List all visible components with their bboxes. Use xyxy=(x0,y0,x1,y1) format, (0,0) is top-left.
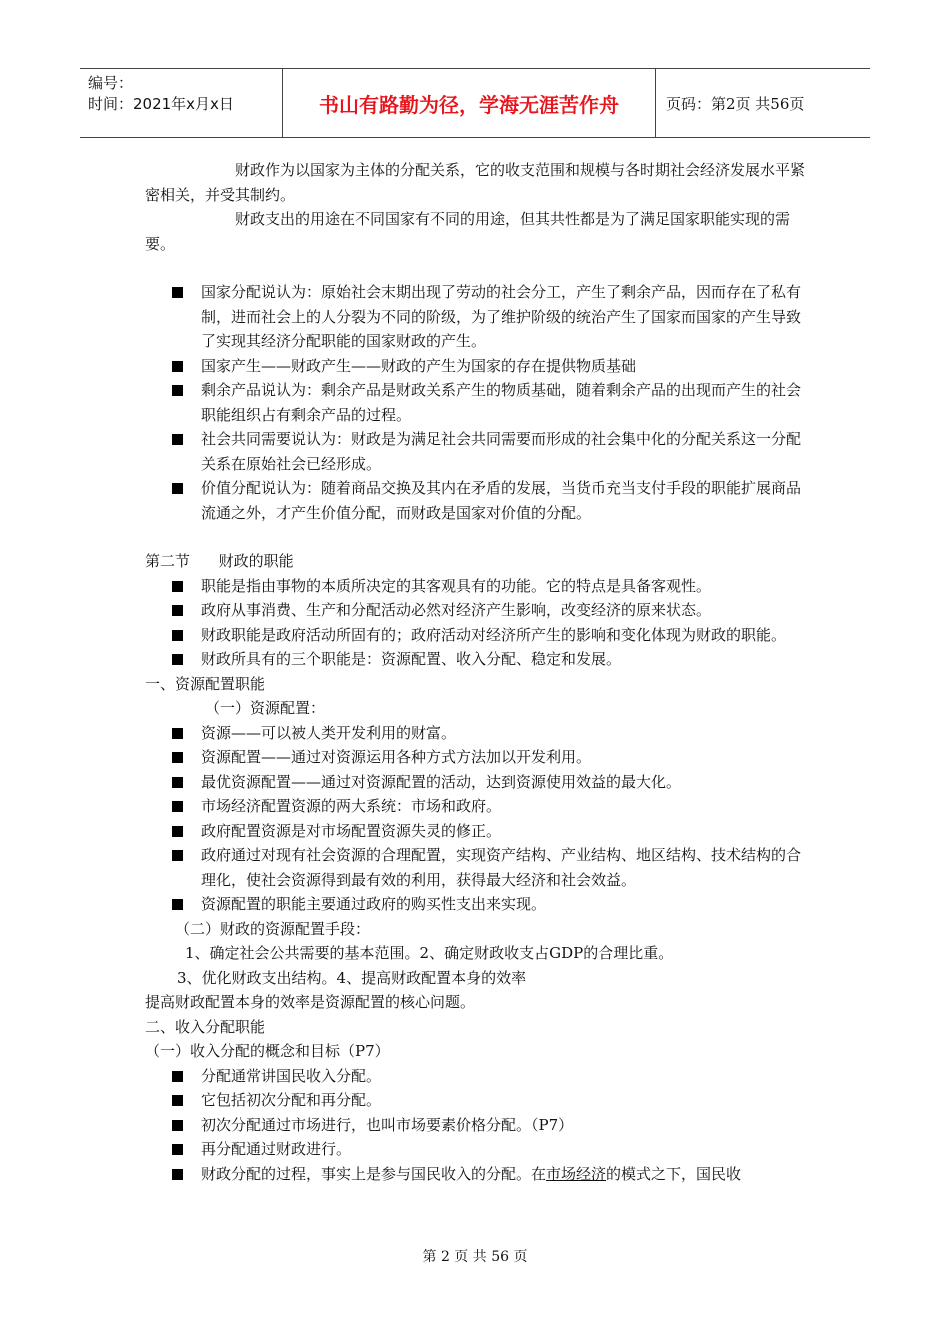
list-item: 政府从事消费、生产和分配活动必然对经济产生影响，改变经济的原来状态。 xyxy=(145,598,815,623)
bullet-square-icon xyxy=(172,1169,183,1180)
list-item: 国家分配说认为：原始社会末期出现了劳动的社会分工，产生了剩余产品，因而存在了私有制，进而社会上的人分裂为不同的阶级，为了维护阶级的统治产生了国家而国家的产生导致了实现其经济分配职能的国家财政的产生。 xyxy=(145,280,815,354)
bullet-square-icon xyxy=(172,752,183,763)
bullet-square-icon xyxy=(172,287,183,298)
bullet-square-icon xyxy=(172,361,183,372)
list-item: 社会共同需要说认为：财政是为满足社会共同需要而形成的社会集中化的分配关系这一分配关系在原始社会已经形成。 xyxy=(145,427,815,476)
document-body xyxy=(145,158,815,1186)
bullet-square-icon xyxy=(172,1120,183,1131)
paragraph: 财政支出的用途在不同国家有不同的用途，但其共性都是为了满足国家职能实现的需要。 xyxy=(145,210,791,253)
list-item: 职能是指由事物的本质所决定的其客观具有的功能。它的特点是具备客观性。 xyxy=(145,574,815,599)
paragraph: 财政作为以国家为主体的分配关系，它的收支范围和规模与各时期社会经济发展水平紧密相关，并受其制约。 xyxy=(145,161,806,204)
subsection-heading: （二）财政的资源配置手段： xyxy=(175,919,371,938)
list-item: 政府配置资源是对市场配置资源失灵的修正。 xyxy=(145,819,815,844)
bullet-square-icon xyxy=(172,899,183,910)
list-item: 再分配通过财政进行。 xyxy=(145,1137,815,1162)
bullet-square-icon xyxy=(172,1095,183,1106)
header-motto: 书山有路勤为径，学海无涯苦作舟 xyxy=(283,69,656,137)
bullet-square-icon xyxy=(172,581,183,592)
list-item: 价值分配说认为：随着商品交换及其内在矛盾的发展，当货币充当支付手段的职能扩展商品流通之外，才产生价值分配，而财政是国家对价值的分配。 xyxy=(145,476,815,525)
bullet-square-icon xyxy=(172,483,183,494)
bullet-square-icon xyxy=(172,1144,183,1155)
bullet-square-icon xyxy=(172,630,183,641)
list-item: 剩余产品说认为：剩余产品是财政关系产生的物质基础，随着剩余产品的出现而产生的社会职能组织占有剩余产品的过程。 xyxy=(145,378,815,427)
subsection-heading: （一）资源配置： xyxy=(205,699,326,717)
list-item: 财政分配的过程，事实上是参与国民收入的分配。在市场经济的模式之下，国民收 xyxy=(145,1162,815,1187)
bullet-square-icon xyxy=(172,801,183,812)
header-meta xyxy=(80,69,283,137)
function-list xyxy=(145,574,815,672)
resource-list xyxy=(145,721,815,917)
bullet-square-icon xyxy=(172,385,183,396)
list-item: 政府通过对现有社会资源的合理配置，实现资产结构、产业结构、地区结构、技术结构的合理化，使社会资源得到最有效的利用，获得最大经济和社会效益。 xyxy=(145,843,815,892)
document-number-label: 编号： xyxy=(88,74,134,92)
list-item: 分配通常讲国民收入分配。 xyxy=(145,1064,815,1089)
income-list xyxy=(145,1064,815,1187)
list-item: 资源配置——通过对资源运用各种方式方法加以开发利用。 xyxy=(145,745,815,770)
list-item: 最优资源配置——通过对资源配置的活动，达到资源使用效益的最大化。 xyxy=(145,770,815,795)
market-economy-link[interactable]: 市场经济 xyxy=(546,1164,607,1183)
page-header xyxy=(80,68,870,138)
bullet-square-icon xyxy=(172,434,183,445)
list-item: 财政职能是政府活动所固有的；政府活动对经济所产生的影响和变化体现为财政的职能。 xyxy=(145,623,815,648)
list-item: 它包括初次分配和再分配。 xyxy=(145,1088,815,1113)
theory-list xyxy=(145,280,815,525)
bullet-square-icon xyxy=(172,826,183,837)
list-item: 国家产生——财政产生——财政的产生为国家的存在提供物质基础 xyxy=(145,354,815,379)
header-page-number: 页码：第2页 共56页 xyxy=(666,94,805,113)
paragraph: 1、确定社会公共需要的基本范围。2、确定财政收支占GDP的合理比重。 xyxy=(185,944,674,962)
list-item: 财政所具有的三个职能是：资源配置、收入分配、稳定和发展。 xyxy=(145,647,815,672)
subsection-heading: 一、资源配置职能 xyxy=(145,674,266,693)
paragraph: 提高财政配置本身的效率是资源配置的核心问题。 xyxy=(145,993,476,1011)
bullet-square-icon xyxy=(172,605,183,616)
subsection-heading: （一）收入分配的概念和目标（P7） xyxy=(145,1042,390,1060)
list-item: 资源——可以被人类开发利用的财富。 xyxy=(145,721,815,746)
list-item: 初次分配通过市场进行，也叫市场要素价格分配。（P7） xyxy=(145,1113,815,1138)
bullet-square-icon xyxy=(172,654,183,665)
bullet-square-icon xyxy=(172,777,183,788)
page-footer: 第 2 页 共 56 页 xyxy=(422,1249,528,1265)
bullet-square-icon xyxy=(172,850,183,861)
subsection-heading: 二、收入分配职能 xyxy=(145,1017,266,1036)
list-item: 资源配置的职能主要通过政府的购买性支出来实现。 xyxy=(145,892,815,917)
document-date: 时间：2021年x月x日 xyxy=(88,95,234,113)
paragraph: 3、优化财政支出结构。4、提高财政配置本身的效率 xyxy=(177,968,527,987)
bullet-square-icon xyxy=(172,728,183,739)
section-heading: 第二节 财政的职能 xyxy=(145,552,294,570)
bullet-square-icon xyxy=(172,1071,183,1082)
list-item: 市场经济配置资源的两大系统：市场和政府。 xyxy=(145,794,815,819)
